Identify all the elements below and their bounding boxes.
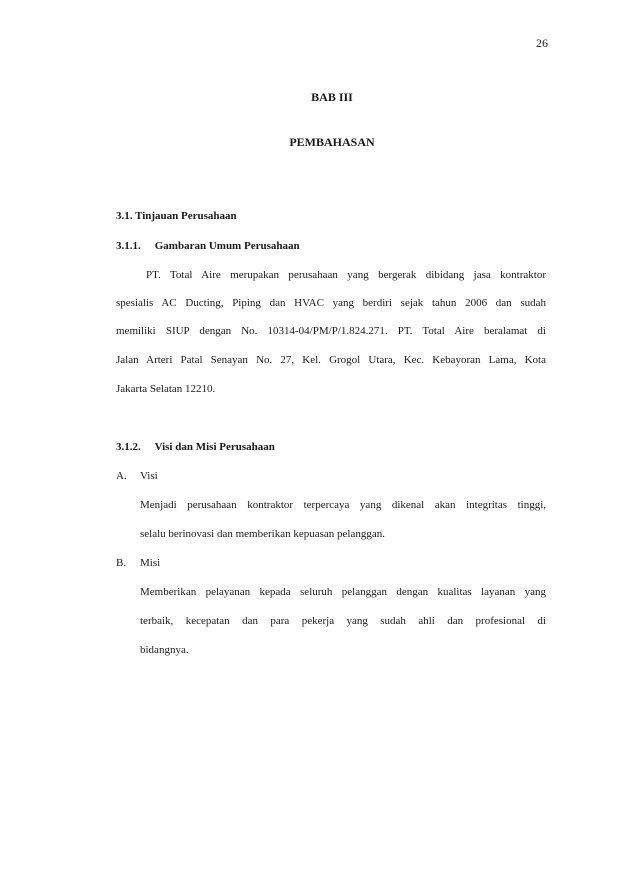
paragraph-line: Jakarta Selatan 12210.: [116, 383, 216, 395]
paragraph-line: PT. Total Aire merupakan perusahaan yang bergerak dibidang jasa kontraktor: [146, 269, 546, 281]
subsection-title-1: Gambaran Umum Perusahaan: [154, 240, 300, 252]
misi-line: Memberikan pelayanan kepada seluruh pelanggan dengan kualitas layanan yang: [140, 586, 546, 598]
visi-line: Menjadi perusahaan kontraktor terpercaya yang dikenal akan integritas tinggi,: [140, 499, 546, 511]
subsection-heading-1: [116, 240, 300, 252]
subsection-number-2: 3.1.2.: [116, 441, 141, 453]
misi-line: bidangnya.: [140, 644, 189, 656]
misi-title: Misi: [140, 557, 161, 569]
paragraph-line: memiliki SIUP dengan No. 10314-04/PM/P/1.824.271. PT. Total Aire beralamat di: [116, 325, 546, 337]
visi-line: selalu berinovasi dan memberikan kepuasan pelanggan.: [140, 528, 385, 540]
misi-letter: B.: [116, 557, 127, 569]
misi-label: [116, 557, 160, 569]
section-title: Tinjauan Perusahaan: [135, 210, 237, 222]
visi-label: [116, 470, 158, 482]
section-heading: [116, 210, 237, 222]
subsection-title-2: Visi dan Misi Perusahaan: [154, 441, 275, 453]
visi-letter: A.: [116, 470, 127, 482]
chapter-number: BAB III: [311, 90, 353, 104]
chapter-title: PEMBAHASAN: [289, 135, 375, 149]
subsection-heading-2: [116, 441, 275, 453]
page-number: 26: [536, 36, 548, 50]
subsection-number-1: 3.1.1.: [116, 240, 141, 252]
paragraph-line: Jalan Arteri Patal Senayan No. 27, Kel. Grogol Utara, Kec. Kebayoran Lama, Kota: [116, 354, 546, 366]
paragraph-line: spesialis AC Ducting, Piping dan HVAC yang berdiri sejak tahun 2006 dan sudah: [116, 297, 546, 309]
section-number: 3.1.: [116, 210, 133, 222]
visi-title: Visi: [140, 470, 158, 482]
misi-line: terbaik, kecepatan dan para pekerja yang sudah ahli dan profesional di: [140, 615, 546, 627]
